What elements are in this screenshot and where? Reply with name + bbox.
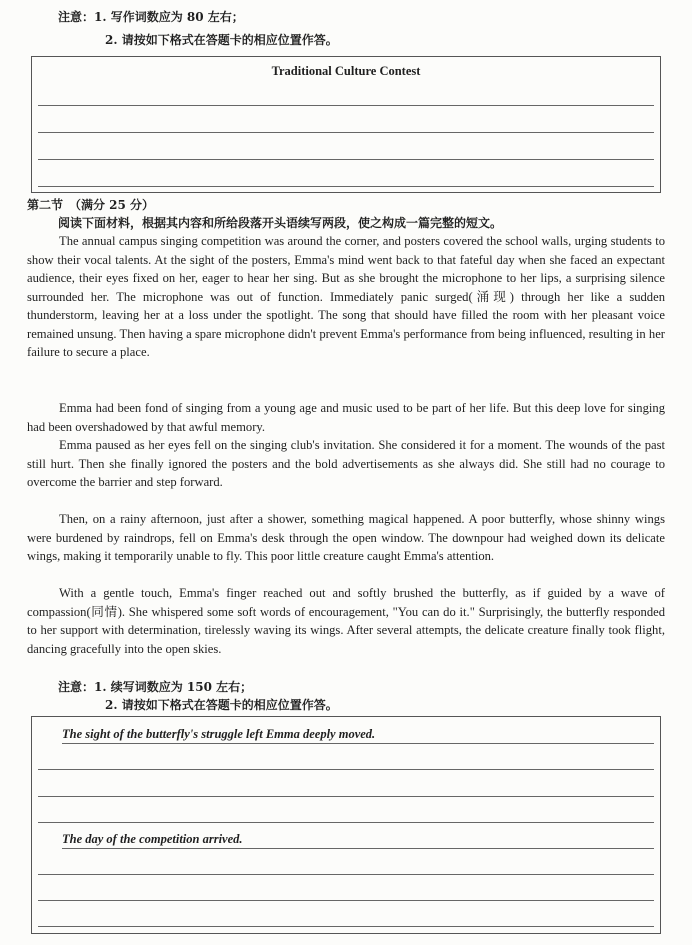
- answer-line: [38, 796, 654, 797]
- answer-box-writing: [31, 56, 661, 193]
- answer-line: [38, 132, 654, 133]
- note2-line1: 注意：1. 续写词数应为 150 左右；: [58, 680, 253, 694]
- note1-line1: 注意：1. 写作词数应为 80 左右；: [58, 10, 244, 24]
- passage-paragraph-3: Emma paused as her eyes fell on the singing club's invitation. She considered it for a moment. The wounds of the past still hurt. Then she finally ignored the posters and the bold advertisements as she always did. She still had no courage to overcome the barrier and step forward.: [27, 438, 665, 489]
- prompt-row-1: [62, 727, 654, 745]
- passage-paragraph-4: Then, on a rainy afternoon, just after a shower, something magical happened. A poor butterfly, whose shinny wings were burdened by raindrops, fell on Emma's desk through the open window. The downpour had weighed down its delicate wings, making it temporarily unable to fly. This poor little creature caught Emma's attention.: [27, 512, 665, 563]
- prompt-row-2: [62, 832, 654, 850]
- answer-box-continuation: [31, 716, 661, 934]
- answer-line: [38, 105, 654, 106]
- answer-line: [38, 159, 654, 160]
- answer-line: [38, 769, 654, 770]
- answer-line: [38, 822, 654, 823]
- answer-line: [62, 848, 654, 849]
- paragraph-opening-1: The sight of the butterfly's struggle left Emma deeply moved.: [62, 727, 383, 742]
- answer-line: [38, 874, 654, 875]
- note2-line2: 2. 请按如下格式在答题卡的相应位置作答。: [105, 698, 338, 712]
- passage-paragraph-1: The annual campus singing competition was around the corner, and posters covered the school walls, urging students to show their vocal talents. At the sight of the posters, Emma's mind went back to that fateful day when she faced an expectant audience, their eyes fixed on her, eager to hear her sing. But as she brought the microphone to her lips, a surprising silence surrounded her. The microphone was out of function. Immediately panic surged(涌现) through her like a sudden thunderstorm, leaving her at a loss under the spotlight. The song that should have filled the room with her pleasant voice remained unsung. Then having a spare microphone didn't prevent Emma's performance from being influenced, resulting in her failure to secure a place.: [27, 234, 665, 359]
- section-instruction: 阅读下面材料，根据其内容和所给段落开头语续写两段，使之构成一篇完整的短文。: [58, 216, 503, 230]
- passage-paragraph-2: Emma had been fond of singing from a young age and music used to be part of her life. But this deep love for singing had been overshadowed by that awful memory.: [27, 401, 665, 434]
- paragraph-opening-2: The day of the competition arrived.: [62, 832, 251, 847]
- answer-line: [38, 186, 654, 187]
- passage-paragraph-5: With a gentle touch, Emma's finger reached out and softly brushed the butterfly, as if guided by a wave of compassion(同情). She whispered some soft words of encouragement, "You can do it." Surprisingly, the butterfly responded to her support with determination, tirelessly waving its wings. After several attempts, the delicate creature finally took flight, dancing gracefully into the open skies.: [27, 586, 665, 656]
- box-title: Traditional Culture Contest: [271, 64, 421, 78]
- section-heading: 第二节 （满分 25 分）: [27, 198, 155, 212]
- note1-line2: 2. 请按如下格式在答题卡的相应位置作答。: [105, 33, 338, 47]
- answer-line: [38, 926, 654, 927]
- answer-line: [62, 743, 654, 744]
- answer-line: [38, 900, 654, 901]
